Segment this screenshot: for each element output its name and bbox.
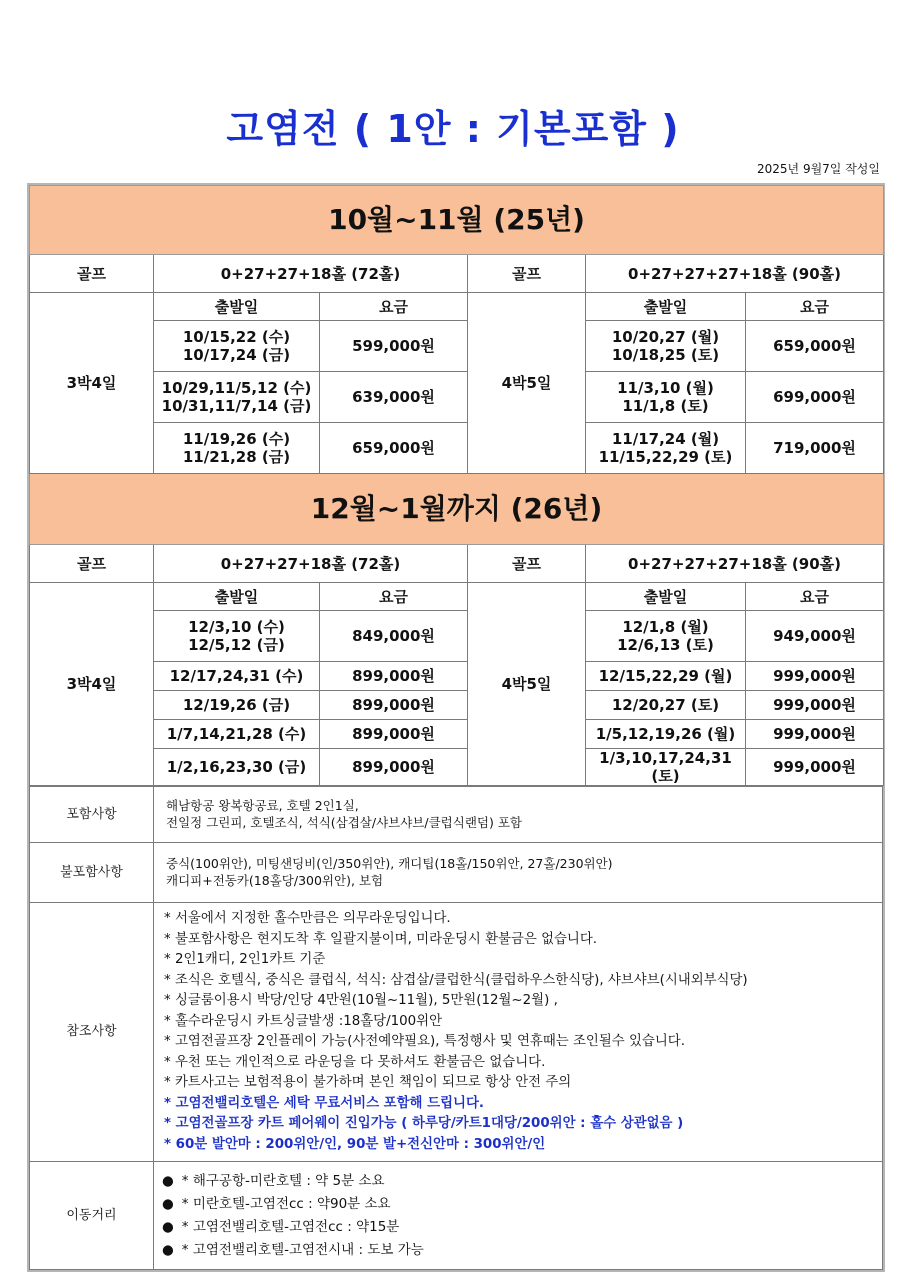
departure-date-line: 12/17,24,31 (수) — [169, 667, 304, 685]
distance-text — [154, 1162, 883, 1270]
golf-holes: 0+27+27+27+18홀 (90홀) — [586, 545, 884, 583]
departure-date-line: 11/19,26 (수) — [182, 430, 291, 448]
departure-dates — [154, 611, 320, 662]
bullet-icon: ● — [162, 1172, 174, 1189]
departure-date-line: 12/3,10 (수) — [188, 618, 285, 636]
stay-length: 4박5일 — [468, 293, 586, 474]
distance-item — [162, 1239, 874, 1262]
departure-dates — [154, 691, 320, 720]
stay-length: 4박5일 — [468, 583, 586, 786]
departure-date-line: 10/29,11/5,12 (수) — [161, 379, 312, 397]
notes-label: 참조사항 — [30, 903, 154, 1162]
info-table — [29, 786, 883, 1270]
departure-date-line: 11/1,8 (토) — [622, 397, 709, 415]
column-header-price: 요금 — [320, 583, 468, 611]
price-cell: 599,000원 — [320, 321, 468, 372]
note-line: * 우천 또는 개인적으로 라운딩을 다 못하셔도 환불금은 없습니다. — [164, 1054, 546, 1070]
distance-item — [162, 1170, 874, 1193]
distance-text: * 미란호텔-고염전cc : 약90분 소요 — [181, 1195, 391, 1212]
column-header-price: 요금 — [746, 583, 884, 611]
departure-date-line: 11/15,22,29 (토) — [598, 448, 733, 466]
table-row — [30, 749, 884, 786]
departure-date-line: 1/3,10,17,24,31 (토) — [599, 749, 732, 785]
departure-date-line: 11/3,10 (월) — [617, 379, 714, 397]
table-row — [30, 662, 884, 691]
table-row — [30, 321, 884, 372]
bullet-icon: ● — [162, 1218, 174, 1235]
column-header-date: 출발일 — [586, 293, 746, 321]
departure-dates — [586, 662, 746, 691]
golf-holes: 0+27+27+18홀 (72홀) — [154, 545, 468, 583]
table-row — [30, 691, 884, 720]
table-row — [30, 611, 884, 662]
price-cell: 899,000원 — [320, 720, 468, 749]
departure-dates — [154, 662, 320, 691]
departure-date-line: 10/20,27 (월) — [611, 328, 720, 346]
golf-label: 골프 — [468, 545, 586, 583]
price-cell: 639,000원 — [320, 372, 468, 423]
departure-date-line: 12/6,13 (토) — [617, 636, 714, 654]
departure-date-line: 12/15,22,29 (월) — [598, 667, 733, 685]
note-line: * 서울에서 지정한 홀수만큼은 의무라운딩입니다. — [164, 911, 451, 926]
distance-item — [162, 1193, 874, 1216]
period-band: 12월~1월까지 (26년) — [30, 474, 884, 545]
price-cell: 659,000원 — [746, 321, 884, 372]
note-line: * 홀수라운딩시 카트싱글발생 :18홀당/100위안 — [164, 1013, 443, 1029]
departure-dates — [154, 423, 320, 474]
note-line-highlight: * 고염전골프장 카트 페어웨이 진입가능 ( 하루당/카트1대당/200위안 : 홀수 상관없음 ) — [164, 1116, 684, 1131]
distance-label: 이동거리 — [30, 1162, 154, 1270]
table-row — [30, 423, 884, 474]
price-cell: 949,000원 — [746, 611, 884, 662]
distance-text: * 고염전밸리호텔-고염전시내 : 도보 가능 — [181, 1241, 424, 1258]
departure-dates — [586, 720, 746, 749]
column-header-price: 요금 — [746, 293, 884, 321]
note-line: * 불포함사항은 현지도착 후 일괄지불이며, 미라운딩시 환불금은 없습니다. — [164, 931, 598, 947]
column-header-date: 출발일 — [154, 583, 320, 611]
column-header-date: 출발일 — [154, 293, 320, 321]
departure-date-line: 11/17,24 (월) — [611, 430, 720, 448]
price-cell: 999,000원 — [746, 720, 884, 749]
departure-date-line: 12/1,8 (월) — [622, 618, 709, 636]
included-label: 포함사항 — [30, 787, 154, 843]
departure-date-line: 10/17,24 (금) — [182, 346, 291, 364]
price-cell: 999,000원 — [746, 749, 884, 786]
departure-dates — [586, 321, 746, 372]
note-line: * 조식은 호텔식, 중식은 클럽식, 석식: 삼겹살/클럽한식(클럽하우스한식당), 샤브샤브(시내외부식당) — [164, 972, 748, 988]
departure-date-line: 12/20,27 (토) — [611, 696, 720, 714]
period-band: 10월~11월 (25년) — [30, 186, 884, 255]
departure-date-line: 1/2,16,23,30 (금) — [166, 758, 307, 776]
stay-length: 3박4일 — [30, 583, 154, 786]
price-cell: 899,000원 — [320, 749, 468, 786]
note-line: * 고염전골프장 2인플레이 가능(사전예약필요), 특정행사 및 연휴때는 조인될수 있습니다. — [164, 1034, 685, 1049]
price-cell: 719,000원 — [746, 423, 884, 474]
price-cell: 899,000원 — [320, 691, 468, 720]
departure-date-line: 10/31,11/7,14 (금) — [161, 397, 312, 415]
distance-text: * 해구공항-미란호텔 : 약 5분 소요 — [181, 1172, 385, 1189]
golf-label: 골프 — [30, 255, 154, 293]
distance-text: * 고염전밸리호텔-고염전cc : 약15분 — [181, 1218, 400, 1235]
golf-holes: 0+27+27+18홀 (72홀) — [154, 255, 468, 293]
column-header-price: 요금 — [320, 293, 468, 321]
departure-dates — [586, 423, 746, 474]
departure-dates — [586, 749, 746, 786]
page-title: 고염전 ( 1안 : 기본포함 ) — [226, 107, 680, 151]
departure-date-line: 12/19,26 (금) — [182, 696, 291, 714]
departure-date-line: 1/7,14,21,28 (수) — [166, 725, 307, 743]
departure-dates — [586, 691, 746, 720]
included-text: 해남항공 왕복항공료, 호텔 2인1실, 전일정 그린피, 호텔조식, 석식(삼겹살/샤브샤브/클럽식랜덤) 포함 — [154, 787, 883, 843]
note-line-highlight: * 고염전밸리호텔은 세탁 무료서비스 포함해 드립니다. — [164, 1095, 484, 1111]
departure-dates — [154, 321, 320, 372]
column-header-date: 출발일 — [586, 583, 746, 611]
note-line: * 싱글룸이용시 박당/인당 4만원(10월~11월), 5만원(12월~2월) , — [164, 993, 558, 1008]
departure-date-line: 11/21,28 (금) — [182, 448, 291, 466]
price-cell: 899,000원 — [320, 662, 468, 691]
departure-dates — [586, 372, 746, 423]
created-date: 2025년 9월7일 작성일 — [757, 162, 880, 176]
price-cell: 659,000원 — [320, 423, 468, 474]
bullet-icon: ● — [162, 1195, 174, 1212]
table-row — [30, 720, 884, 749]
departure-dates — [586, 611, 746, 662]
departure-dates — [154, 720, 320, 749]
price-table — [29, 185, 884, 786]
departure-date-line: 10/15,22 (수) — [182, 328, 291, 346]
departure-date-line: 12/5,12 (금) — [188, 636, 285, 654]
distance-item — [162, 1216, 874, 1239]
notes-text — [154, 903, 883, 1162]
golf-holes: 0+27+27+27+18홀 (90홀) — [586, 255, 884, 293]
price-cell: 699,000원 — [746, 372, 884, 423]
departure-dates — [154, 749, 320, 786]
excluded-label: 불포함사항 — [30, 843, 154, 903]
bullet-icon: ● — [162, 1241, 174, 1258]
golf-label: 골프 — [468, 255, 586, 293]
excluded-text: 중식(100위안), 미팅샌딩비(인/350위안), 캐디팁(18홀/150위안, 27홀/230위안) 캐디피+전동카(18홀당/300위안), 보험 — [154, 843, 883, 903]
price-cell: 999,000원 — [746, 662, 884, 691]
note-line-highlight: * 60분 발안마 : 200위안/인, 90분 발+전신안마 : 300위안/인 — [164, 1136, 546, 1152]
note-line: * 카트사고는 보험적용이 불가하며 본인 책임이 되므로 항상 안전 주의 — [164, 1075, 572, 1090]
price-cell: 849,000원 — [320, 611, 468, 662]
note-line: * 2인1캐디, 2인1카트 기준 — [164, 952, 326, 967]
departure-date-line: 10/18,25 (토) — [611, 346, 720, 364]
table-row — [30, 372, 884, 423]
price-sheet — [27, 183, 885, 1272]
price-cell: 999,000원 — [746, 691, 884, 720]
departure-dates — [154, 372, 320, 423]
stay-length: 3박4일 — [30, 293, 154, 474]
departure-date-line: 1/5,12,19,26 (월) — [595, 725, 736, 743]
golf-label: 골프 — [30, 545, 154, 583]
